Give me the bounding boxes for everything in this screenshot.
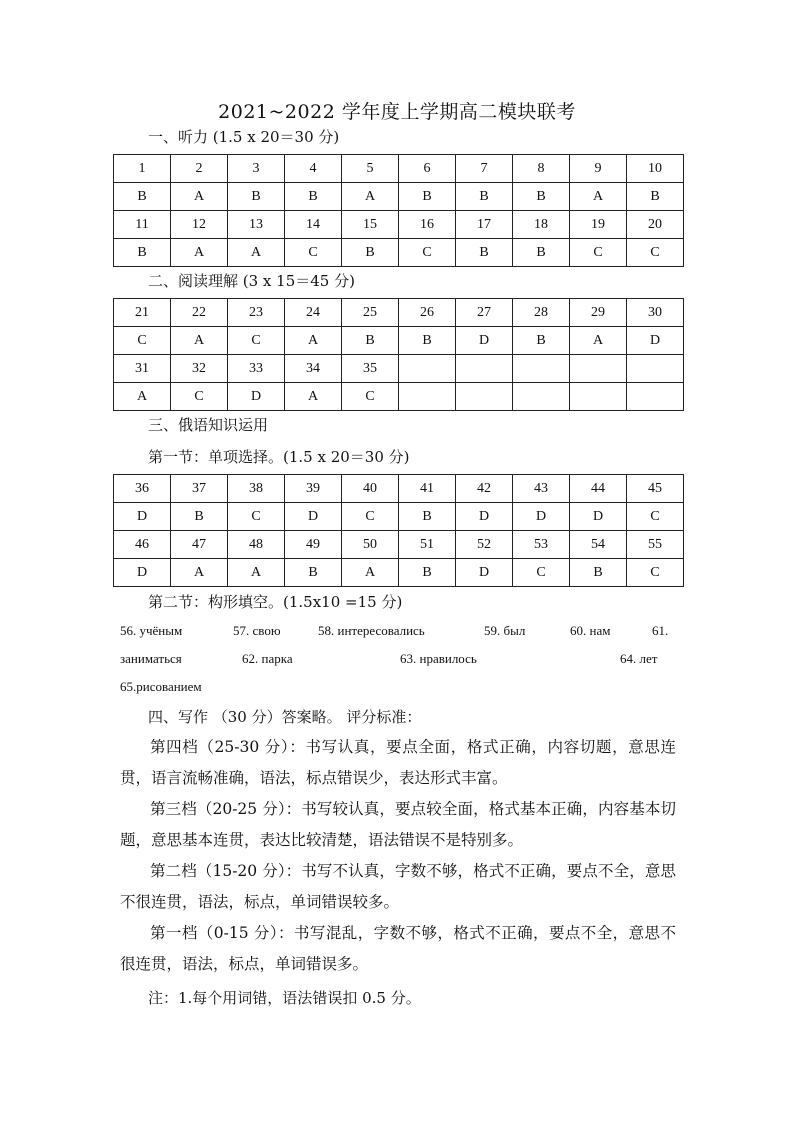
table-cell: A <box>228 559 285 587</box>
table-cell: 6 <box>399 155 456 183</box>
table-cell: 22 <box>171 299 228 327</box>
table-cell: B <box>399 327 456 355</box>
table-cell: B <box>570 559 627 587</box>
table-cell: B <box>399 503 456 531</box>
fill-item-64: 64. лет <box>620 651 658 666</box>
table-cell: 10 <box>627 155 684 183</box>
table-cell: B <box>456 183 513 211</box>
table-row <box>114 299 684 327</box>
listening-heading: 一、听力 (1.5 x 20＝30 分) <box>148 128 340 146</box>
table-cell: 50 <box>342 531 399 559</box>
table-cell <box>456 383 513 411</box>
table-cell: D <box>456 503 513 531</box>
table-cell: D <box>570 503 627 531</box>
writing-heading: 四、写作 （30 分）答案略。 评分标准： <box>148 708 422 726</box>
table-cell: A <box>285 327 342 355</box>
part2-heading: 第二节：构形填空。(1.5x10 =15 分) <box>148 593 403 611</box>
table-cell: 34 <box>285 355 342 383</box>
table-cell: B <box>285 559 342 587</box>
table-cell: 40 <box>342 475 399 503</box>
table-cell: A <box>228 239 285 267</box>
table-cell: 13 <box>228 211 285 239</box>
table-cell: B <box>513 239 570 267</box>
table-cell <box>627 383 684 411</box>
table-cell: A <box>285 383 342 411</box>
listening-answer-table <box>113 154 684 267</box>
table-cell: 47 <box>171 531 228 559</box>
table-cell: 1 <box>114 155 171 183</box>
table-cell: 37 <box>171 475 228 503</box>
table-cell: A <box>171 559 228 587</box>
table-cell: B <box>114 239 171 267</box>
table-cell: C <box>228 327 285 355</box>
fill-item-63: 63. нравилось <box>400 651 477 666</box>
fill-item-60: 60. нам <box>570 623 611 638</box>
table-cell: 42 <box>456 475 513 503</box>
table-cell: D <box>285 503 342 531</box>
table-cell: A <box>171 183 228 211</box>
table-cell: D <box>114 503 171 531</box>
table-cell: 21 <box>114 299 171 327</box>
table-cell: B <box>342 239 399 267</box>
table-cell: D <box>456 559 513 587</box>
table-cell <box>513 355 570 383</box>
table-cell <box>456 355 513 383</box>
table-cell: C <box>399 239 456 267</box>
table-cell: A <box>114 383 171 411</box>
table-cell: B <box>285 183 342 211</box>
table-cell: 49 <box>285 531 342 559</box>
fill-item-65: 65.рисованием <box>120 679 202 694</box>
table-cell: 26 <box>399 299 456 327</box>
table-cell: 27 <box>456 299 513 327</box>
table-row <box>114 383 684 411</box>
table-cell: C <box>627 239 684 267</box>
fill-item-58: 58. интересовались <box>318 623 425 638</box>
table-cell: D <box>627 327 684 355</box>
table-cell: 5 <box>342 155 399 183</box>
table-cell: C <box>171 383 228 411</box>
table-row <box>114 155 684 183</box>
table-cell: 30 <box>627 299 684 327</box>
table-cell: B <box>513 183 570 211</box>
table-cell: 31 <box>114 355 171 383</box>
table-cell: 23 <box>228 299 285 327</box>
table-cell: 39 <box>285 475 342 503</box>
table-cell: 53 <box>513 531 570 559</box>
table-cell: 19 <box>570 211 627 239</box>
part1-answer-table <box>113 474 684 587</box>
writing-level-4: 第四档（25-30 分）：书写认真，要点全面，格式正确，内容切题，意思连贯，语言流畅准确，语法，标点错误少，表达形式丰富。 <box>120 738 676 787</box>
table-row <box>114 211 684 239</box>
table-cell: C <box>513 559 570 587</box>
table-cell <box>513 383 570 411</box>
table-cell: 48 <box>228 531 285 559</box>
table-cell: 20 <box>627 211 684 239</box>
table-cell <box>627 355 684 383</box>
table-cell: 2 <box>171 155 228 183</box>
table-cell: 33 <box>228 355 285 383</box>
table-cell: 16 <box>399 211 456 239</box>
writing-level-3: 第三档（20-25 分）：书写较认真，要点较全面，格式基本正确，内容基本切题，意思基本连贯，表达比较清楚，语法错误不是特别多。 <box>120 800 676 849</box>
table-row <box>114 475 684 503</box>
table-cell: 51 <box>399 531 456 559</box>
table-cell: A <box>171 327 228 355</box>
table-cell: A <box>342 559 399 587</box>
table-cell: 29 <box>570 299 627 327</box>
table-cell: A <box>570 183 627 211</box>
part1-heading: 第一节：单项选择。(1.5 x 20＝30 分) <box>148 448 410 466</box>
table-cell: 25 <box>342 299 399 327</box>
writing-level-2: 第二档（15-20 分）：书写不认真，字数不够，格式不正确，要点不全，意思不很连贯，语法，标点，单词错误较多。 <box>120 862 676 911</box>
table-cell <box>570 355 627 383</box>
table-cell: 9 <box>570 155 627 183</box>
table-cell: C <box>114 327 171 355</box>
table-cell: C <box>627 559 684 587</box>
table-cell: C <box>342 383 399 411</box>
writing-note: 注：1.每个用词错，语法错误扣 0.5 分。 <box>148 989 421 1007</box>
table-cell: 4 <box>285 155 342 183</box>
table-cell: 55 <box>627 531 684 559</box>
table-cell: B <box>399 183 456 211</box>
table-cell: B <box>627 183 684 211</box>
table-cell: 38 <box>228 475 285 503</box>
table-cell: B <box>342 327 399 355</box>
table-row <box>114 503 684 531</box>
table-row <box>114 239 684 267</box>
table-row <box>114 355 684 383</box>
fill-item-56: 56. учёным <box>120 623 183 638</box>
table-cell: 35 <box>342 355 399 383</box>
table-cell: 43 <box>513 475 570 503</box>
table-cell: 17 <box>456 211 513 239</box>
table-cell: 44 <box>570 475 627 503</box>
table-cell: B <box>513 327 570 355</box>
table-cell: 12 <box>171 211 228 239</box>
table-row <box>114 327 684 355</box>
table-cell: 7 <box>456 155 513 183</box>
fill-item-59: 59. был <box>484 623 526 638</box>
table-row <box>114 531 684 559</box>
table-cell: C <box>342 503 399 531</box>
table-cell: D <box>513 503 570 531</box>
table-cell: D <box>456 327 513 355</box>
table-cell: C <box>570 239 627 267</box>
table-cell: 14 <box>285 211 342 239</box>
table-cell <box>570 383 627 411</box>
table-cell: 11 <box>114 211 171 239</box>
fill-item-62: 62. парка <box>242 651 293 666</box>
table-cell: 46 <box>114 531 171 559</box>
reading-heading: 二、阅读理解 (3 x 15＝45 分) <box>148 272 355 290</box>
table-cell: 28 <box>513 299 570 327</box>
table-cell: D <box>114 559 171 587</box>
table-cell: 15 <box>342 211 399 239</box>
reading-answer-table <box>113 298 684 411</box>
table-cell: A <box>342 183 399 211</box>
table-cell: C <box>228 503 285 531</box>
table-cell: 54 <box>570 531 627 559</box>
table-cell: C <box>627 503 684 531</box>
table-cell: B <box>171 503 228 531</box>
table-cell: A <box>171 239 228 267</box>
page-title: 2021~2022 学年度上学期高二模块联考 <box>218 101 576 123</box>
table-cell: 8 <box>513 155 570 183</box>
table-cell: B <box>456 239 513 267</box>
table-cell: 36 <box>114 475 171 503</box>
table-cell: C <box>285 239 342 267</box>
table-row <box>114 559 684 587</box>
table-cell: B <box>114 183 171 211</box>
table-cell <box>399 383 456 411</box>
table-cell: 52 <box>456 531 513 559</box>
table-cell: 3 <box>228 155 285 183</box>
knowledge-heading: 三、俄语知识运用 <box>148 416 269 434</box>
writing-level-1: 第一档（0-15 分）：书写混乱，字数不够，格式不正确，要点不全，意思不很连贯，语法，标点，单词错误多。 <box>120 924 676 973</box>
table-cell: D <box>228 383 285 411</box>
table-cell: 41 <box>399 475 456 503</box>
table-cell: A <box>570 327 627 355</box>
table-cell: 18 <box>513 211 570 239</box>
table-cell <box>399 355 456 383</box>
table-cell: B <box>228 183 285 211</box>
fill-item-61-number: 61. <box>652 623 669 638</box>
table-cell: B <box>399 559 456 587</box>
table-cell: 24 <box>285 299 342 327</box>
table-row <box>114 183 684 211</box>
table-cell: 32 <box>171 355 228 383</box>
fill-item-57: 57. свою <box>233 623 281 638</box>
fill-item-61-answer: заниматься <box>120 651 182 666</box>
table-cell: 45 <box>627 475 684 503</box>
